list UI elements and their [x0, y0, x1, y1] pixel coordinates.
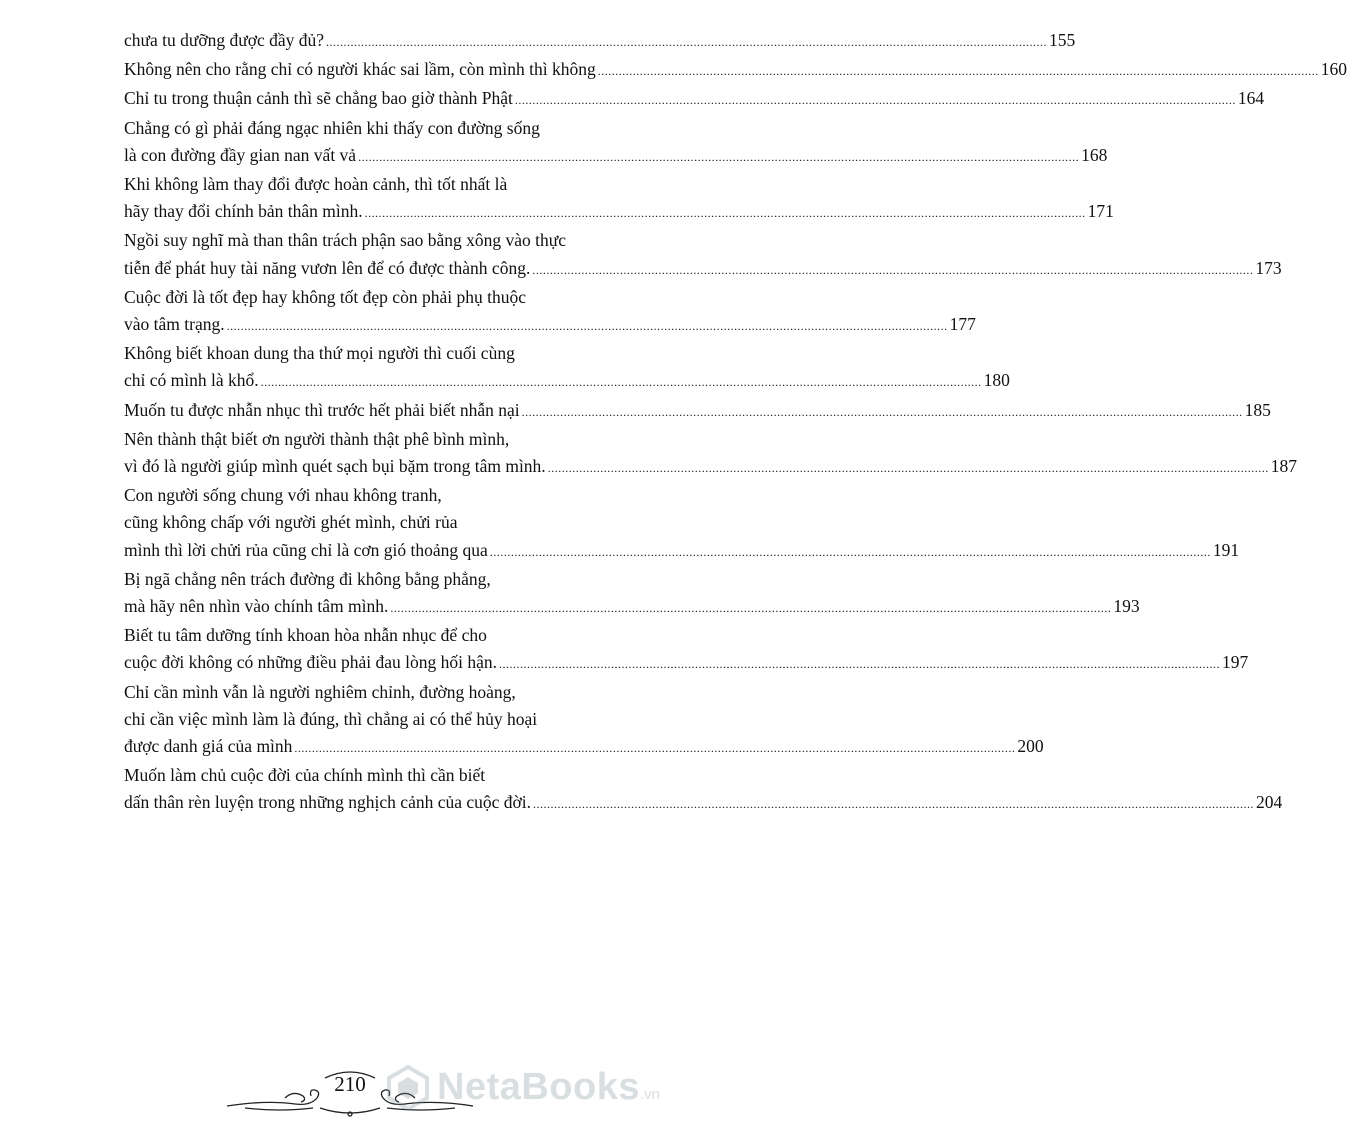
- toc-entry-last-line: [124, 397, 1271, 426]
- toc-entry-last-line: [124, 27, 1076, 56]
- table-of-contents: [124, 27, 1347, 819]
- dot-leader: [499, 651, 1220, 678]
- toc-entry-line: mình thì lời chửi rủa cũng chỉ là cơn gió thoảng qua: [124, 539, 488, 560]
- toc-entry-line: chỉ có mình là khổ.: [124, 370, 259, 391]
- toc-entry-line: dấn thân rèn luyện trong những nghịch cảnh của cuộc đời.: [124, 792, 532, 813]
- toc-entry-line: Chẳng có gì phải đáng ngạc nhiên khi thấy con đường sống: [124, 117, 540, 138]
- toc-entry-last-line: [124, 453, 1297, 482]
- toc-page-number: 200: [1017, 736, 1044, 757]
- toc-entry-last-line: [124, 311, 976, 340]
- toc-entry-line: hãy thay đổi chính bản thân mình.: [124, 201, 363, 222]
- watermark-brand: NetaBooks: [437, 1066, 640, 1108]
- toc-entry: [124, 397, 1271, 426]
- toc-entry: [124, 284, 976, 340]
- toc-page-number: 173: [1255, 257, 1282, 278]
- toc-entry-line: cuộc đời không có những điều phải đau lòng hối hận.: [124, 652, 498, 673]
- toc-entry-line: Không biết khoan dung tha thứ mọi người thì cuối cùng: [124, 343, 515, 364]
- toc-entry: [124, 762, 1283, 818]
- toc-entry-line: được danh giá của mình: [124, 736, 293, 757]
- toc-entry-line: Muốn làm chủ cuộc đời của chính mình thì cần biết: [124, 765, 486, 786]
- toc-entry-line: Bị ngã chẳng nên trách đường đi không bằng phẳng,: [124, 568, 491, 589]
- dot-leader: [598, 58, 1319, 85]
- toc-entry: [124, 482, 1240, 566]
- toc-entry: [124, 426, 1297, 482]
- toc-entry: [124, 56, 1347, 85]
- dot-leader: [365, 200, 1086, 227]
- toc-page-number: 187: [1270, 456, 1297, 477]
- dot-leader: [533, 791, 1254, 818]
- page-number: 210: [334, 1072, 366, 1096]
- dot-leader: [490, 539, 1211, 566]
- toc-entry: [124, 115, 1108, 171]
- toc-entry: [124, 622, 1249, 678]
- toc-entry-line: Chỉ tu trong thuận cảnh thì sẽ chẳng bao giờ thành Phật: [124, 88, 513, 109]
- toc-entry: [124, 171, 1114, 227]
- dot-leader: [548, 455, 1269, 482]
- toc-page-number: 191: [1212, 539, 1240, 560]
- toc-entry-line: tiễn để phát huy tài năng vươn lên để có được thành công.: [124, 257, 531, 278]
- toc-entry-last-line: [124, 537, 1240, 566]
- toc-entry-line: Ngồi suy nghĩ mà than thân trách phận sao bằng xông vào thực: [124, 230, 567, 251]
- toc-entry-line: vào tâm trạng.: [124, 314, 225, 335]
- toc-page-number: 193: [1113, 596, 1140, 617]
- toc-page-number: 180: [983, 370, 1010, 391]
- dot-leader: [532, 257, 1253, 284]
- toc-entry-last-line: [124, 367, 1010, 396]
- toc-entry-line: chỉ cần việc mình làm là đúng, thì chẳng ai có thể hủy hoại: [124, 708, 538, 729]
- toc-entry-line: Không nên cho rằng chỉ có người khác sai lầm, còn mình thì không: [124, 59, 596, 80]
- dot-leader: [227, 313, 948, 340]
- toc-entry-line: cũng không chấp với người ghét mình, chửi rủa: [124, 512, 458, 533]
- toc-entry-last-line: [124, 789, 1283, 818]
- toc-page-number: 155: [1049, 30, 1076, 50]
- dot-leader: [358, 144, 1079, 171]
- watermark-suffix: .vn: [640, 1086, 661, 1103]
- toc-entry-last-line: [124, 85, 1265, 114]
- dot-leader: [294, 735, 1015, 762]
- toc-entry-last-line: [124, 56, 1347, 85]
- toc-entry-last-line: [124, 198, 1114, 227]
- toc-entry: [124, 27, 1076, 56]
- toc-entry-line: chưa tu dưỡng được đầy đủ?: [124, 30, 325, 50]
- toc-entry-last-line: [124, 593, 1140, 622]
- toc-entry: [124, 227, 1282, 283]
- toc-page-number: 160: [1320, 59, 1347, 80]
- dot-leader: [261, 369, 982, 396]
- book-hexagon-icon: [385, 1065, 431, 1111]
- toc-entry: [124, 340, 1010, 396]
- toc-entry: [124, 566, 1140, 622]
- toc-entry-line: Biết tu tâm dưỡng tính khoan hòa nhẫn nhục để cho: [124, 625, 487, 646]
- toc-entry-line: mà hãy nên nhìn vào chính tâm mình.: [124, 596, 389, 617]
- toc-entry-line: là con đường đầy gian nan vất vả: [124, 144, 357, 165]
- toc-entry-line: vì đó là người giúp mình quét sạch bụi bặm trong tâm mình.: [124, 456, 546, 477]
- toc-page-number: 171: [1087, 201, 1114, 222]
- toc-entry: [124, 679, 1044, 763]
- toc-page-number: 204: [1256, 792, 1283, 813]
- toc-entry-last-line: [124, 255, 1282, 284]
- netabooks-watermark: [385, 1060, 695, 1115]
- toc-entry-last-line: [124, 733, 1044, 762]
- toc-entry-line: Nên thành thật biết ơn người thành thật phê bình mình,: [124, 428, 510, 449]
- toc-entry-line: Con người sống chung với nhau không tranh,: [124, 485, 442, 506]
- toc-entry-last-line: [124, 649, 1249, 678]
- toc-entry: [124, 85, 1265, 114]
- toc-page-number: 177: [949, 314, 976, 335]
- dot-leader: [390, 595, 1111, 622]
- toc-entry-line: Muốn tu được nhẫn nhục thì trước hết phải biết nhẫn nại: [124, 399, 520, 420]
- toc-page-number: 197: [1222, 652, 1249, 673]
- toc-page-number: 185: [1244, 399, 1271, 420]
- toc-entry-last-line: [124, 142, 1108, 171]
- toc-entry-line: Khi không làm thay đổi được hoàn cảnh, thì tốt nhất là: [124, 174, 508, 195]
- toc-entry-line: Chỉ cần mình vẫn là người nghiêm chỉnh, đường hoàng,: [124, 681, 516, 702]
- dot-leader: [515, 87, 1236, 114]
- toc-entry-line: Cuộc đời là tốt đẹp hay không tốt đẹp còn phải phụ thuộc: [124, 286, 526, 307]
- toc-page-number: 164: [1237, 88, 1265, 109]
- toc-page-number: 168: [1081, 144, 1108, 165]
- dot-leader: [326, 29, 1047, 56]
- dot-leader: [522, 399, 1243, 426]
